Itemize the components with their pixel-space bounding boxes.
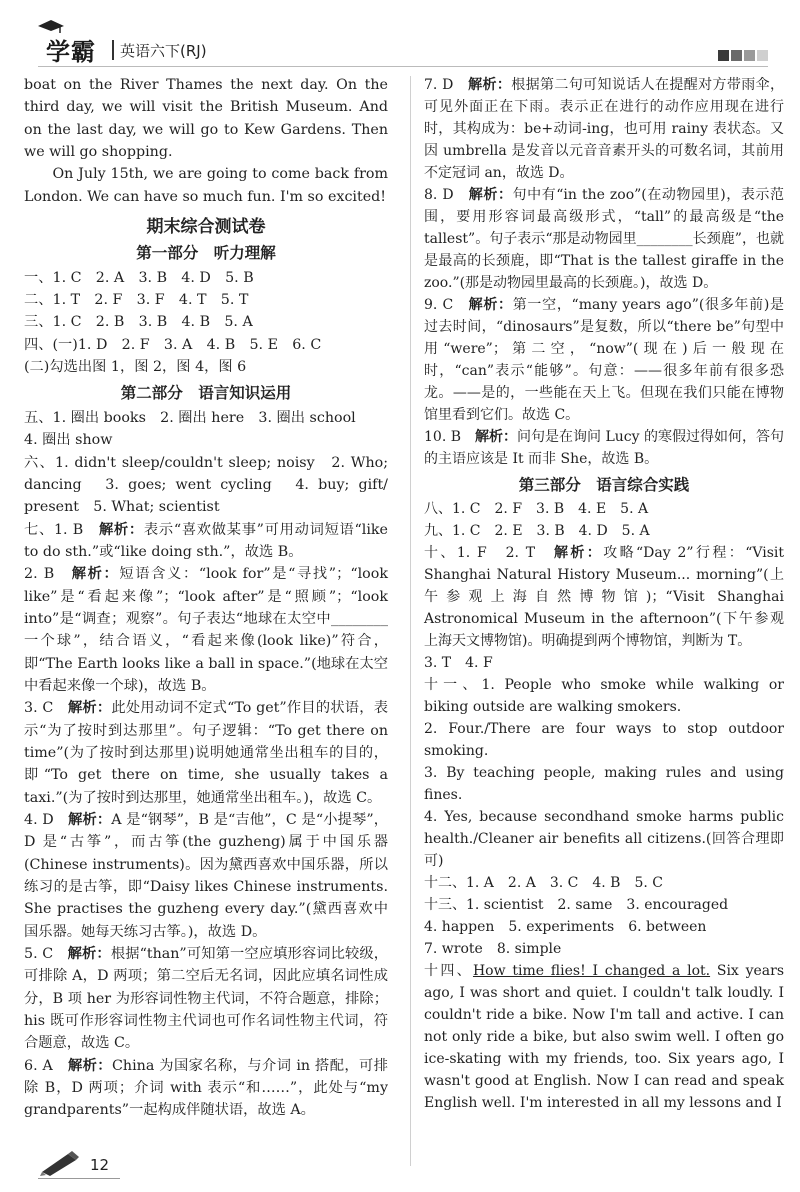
answer-line: 一、1. C 2. A 3. B 4. D 5. B <box>24 269 254 286</box>
section-heading: 第二部分 语言知识运用 <box>120 384 292 403</box>
answer-item <box>424 294 784 426</box>
answer-key: 十、1. F 2. T <box>424 545 554 561</box>
essay-answer <box>424 960 784 1114</box>
answer-item <box>24 519 388 564</box>
analysis-label: 解析： <box>475 429 518 445</box>
exam-title: 期末综合测试卷 <box>146 217 266 238</box>
analysis-label: 解析： <box>468 297 513 313</box>
answer-item <box>424 184 784 294</box>
analysis-text: 问句是在询问 Lucy 的寒假过得如何，答句的主语应该是 It 而非 She，故选 B。 <box>424 429 785 467</box>
answer-line: 十一、1. People who smoke while walking or biking outside are walking smokers. <box>424 677 784 715</box>
decor-square <box>731 50 742 61</box>
header-decoration <box>716 46 768 65</box>
answer-key: 8. D <box>424 187 469 203</box>
analysis-text: 攻略“Day 2”行程：“Visit Shanghai Natural History Museum... morning”(上午参观上海自然博物馆)；“Visit Shanghai Astronomical Museum in the afternoon”(下午参观上海天文博物馆)。明确提到两个博物馆，判断为 T。 <box>424 545 784 649</box>
analysis-text: 根据第二句可知说话人在提醒对方带雨伞，可见外面正在下雨。表示正在进行的动作应用现在进行时，其构成为：be+动词-ing，也可用 rainy 表状态。又因 umbrella 是发音以元音音素开头的可数名词，其前用不定冠词 an，故选 D。 <box>424 77 784 181</box>
analysis-text: A 是“钢琴”，B 是“吉他”，C 是“小提琴”，D 是“古筝”，而古筝(the guzheng)属于中国乐器(Chinese instruments)。因为黛西喜欢中国乐器，所以练习的是古筝，即“Daisy likes Chinese instruments. She practises the guzheng every day.”(黛西喜欢中国乐器。她每天练习古筝。)，故选 D。 <box>24 812 388 940</box>
footer-rule <box>38 1178 120 1179</box>
answer-line: 六、1. didn't sleep/couldn't sleep; noisy 2. Who; dancing 3. goes; went cycling 4. buy; gift/ present 5. What; scientist <box>24 454 388 516</box>
book-title: 英语六下(RJ) <box>120 42 207 60</box>
answer-key: 9. C <box>424 297 469 313</box>
answer-key: 7. D <box>424 77 469 93</box>
answer-line: 4. 圈出 show <box>24 432 113 449</box>
analysis-text: 此处用动词不定式“To get”作目的状语，表示“为了按时到达那里”。句子逻辑：“To get there on time”(为了按时到达那里)说明她通常坐出租车的目的，即“To get there on time, she usually takes a taxi.”(为了按时到达那里，她通常坐出租车。)，故选 C。 <box>24 700 388 806</box>
answer-line: 4. happen 5. experiments 6. between <box>424 919 707 935</box>
answer-line: 3. T 4. F <box>424 655 493 671</box>
analysis-label: 解析： <box>468 187 513 203</box>
analysis-label: 解析： <box>468 77 512 93</box>
analysis-text: 第一空，“many years ago”(很多年前)是过去时间，“dinosaurs”是复数，所以“there be”句型中用“were”；第二空，“now”(现在)后一般现在时，“can”表示“能够”。句意：——很多年前有很多恐龙。——是的，一些能在天上飞。但现在我们只能在博物馆里看到它们。故选 C。 <box>424 297 784 423</box>
analysis-label: 解析： <box>71 566 120 583</box>
answer-item <box>424 542 784 652</box>
analysis-label: 解析： <box>67 946 111 963</box>
section-heading: 第一部分 听力理解 <box>136 244 276 263</box>
analysis-label: 解析： <box>68 812 112 828</box>
answer-key: 3. C <box>24 700 68 717</box>
answer-item <box>424 426 784 470</box>
answer-line: 九、1. C 2. E 3. B 4. D 5. A <box>424 523 650 539</box>
answer-item <box>24 943 388 1055</box>
decor-square <box>757 50 768 61</box>
answer-key: 4. D <box>24 812 69 828</box>
answer-item <box>24 697 388 809</box>
analysis-label: 解析： <box>67 1057 112 1074</box>
section-heading: 第三部分 语言综合实践 <box>518 476 690 494</box>
right-column <box>424 74 784 1114</box>
analysis-label: 解析： <box>98 521 144 538</box>
answer-line: 2. Four./There are four ways to stop outdoor smoking. <box>424 721 784 759</box>
answer-line: 十二、1. A 2. A 3. C 4. B 5. C <box>424 875 663 891</box>
page-footer <box>38 1150 138 1180</box>
answer-line: 五、1. 圈出 books 2. 圈出 here 3. 圈出 school <box>24 409 356 426</box>
answer-item <box>24 809 388 943</box>
left-column <box>24 74 388 1122</box>
answer-line: 三、1. C 2. B 3. B 4. B 5. A <box>24 314 253 331</box>
decor-square <box>718 50 729 61</box>
column-divider <box>410 76 411 1166</box>
answer-line: 四、(一)1. D 2. F 3. A 4. B 5. E 6. C <box>24 336 322 353</box>
analysis-label: 解析： <box>67 700 112 717</box>
decor-square <box>744 50 755 61</box>
header-separator <box>112 40 114 60</box>
answer-key: 6. A <box>24 1057 68 1074</box>
analysis-text: 根据“than”可知第一空应填形容词比较级，可排除 A，D 两项；第二空后无名词，因此应填名词性成分，B 项 her 为形容词性物主代词，不符合题意，排除；his 既可作形容词性物主代词也可作名词性物主代词，符合题意，故选 C。 <box>24 946 388 1052</box>
answer-line: 4. Yes, because secondhand smoke harms public health./Cleaner air benefits all citizens.(回答合理即可) <box>424 809 784 869</box>
answer-item <box>424 74 784 184</box>
brand-logo: 学霸 <box>38 30 110 64</box>
answer-line: 7. wrote 8. simple <box>424 941 562 957</box>
analysis-text: China 为国家名称，与介词 in 搭配，可排除 B，D 两项；介词 with 表示“和……”，此处与“my grandparents”一起构成伴随状语，故选 A。 <box>24 1057 388 1119</box>
answer-key: 2. B <box>24 566 72 583</box>
answer-line: boat on the River Thames the next day. On the third day, we will visit the British Museum. And on the last day, we will go to Kew Gardens. Then we will go shopping. <box>24 77 388 161</box>
pencil-icon <box>38 1150 82 1176</box>
answer-line: 二、1. T 2. F 3. F 4. T 5. T <box>24 292 249 309</box>
analysis-text: 短语含义：“look for”是“寻找”；“look like”是“看起来像”；“look after”是“照顾”；“look into”是“调查；观察”。句子表达“地球在太空中________一个球”，结合语义，“看起来像(look like)”符合，即“The Earth looks like a ball in space.”(地球在太空中看起来像一个球)，故选 B。 <box>24 566 388 694</box>
answer-line: On July 15th, we are going to come back from London. We can have so much fun. I'm so excited! <box>24 166 388 205</box>
answer-key: 七、1. B <box>24 521 99 538</box>
page-header <box>0 0 800 70</box>
page-number: 12 <box>90 1156 110 1174</box>
header-rule <box>38 66 768 67</box>
essay-body: Six years ago, I was short and quiet. I couldn't talk loudly. I couldn't ride a bike. Now I'm tall and active. I can not only ride a bike, but also swim well. I often go ice-skating with my friends, too. Six years ago, I wasn't good at English. Now I can read and speak English well. I'm interested in all my lessons and I <box>424 963 784 1111</box>
answer-item <box>24 563 388 697</box>
answer-line: 3. By teaching people, making rules and using fines. <box>424 765 784 803</box>
answer-key: 十四、 <box>424 963 473 979</box>
analysis-label: 解析： <box>553 545 604 561</box>
answer-line: 十三、1. scientist 2. same 3. encouraged <box>424 897 729 913</box>
answer-key: 10. B <box>424 429 476 445</box>
answer-line: (二)勾选出图 1，图 2，图 4，图 6 <box>24 359 247 376</box>
answer-key: 5. C <box>24 946 68 963</box>
analysis-text: 表示“喜欢做某事”可用动词短语“like to do sth.”或“like doing sth.”，故选 B。 <box>24 521 388 560</box>
essay-opening: How time flies! I changed a lot. <box>472 963 711 979</box>
answer-item <box>24 1055 388 1122</box>
analysis-text: 句中有“in the zoo”(在动物园里)，表示范围，要用形容词最高级形式，“tall”的最高级是“the tallest”。句子表示“那是动物园里________长颈鹿”，也就是最高的长颈鹿，即“That is the tallest giraffe in the zoo.”(那是动物园里最高的长颈鹿。)，故选 D。 <box>424 187 785 291</box>
answer-line: 八、1. C 2. F 3. B 4. E 5. A <box>424 501 649 517</box>
